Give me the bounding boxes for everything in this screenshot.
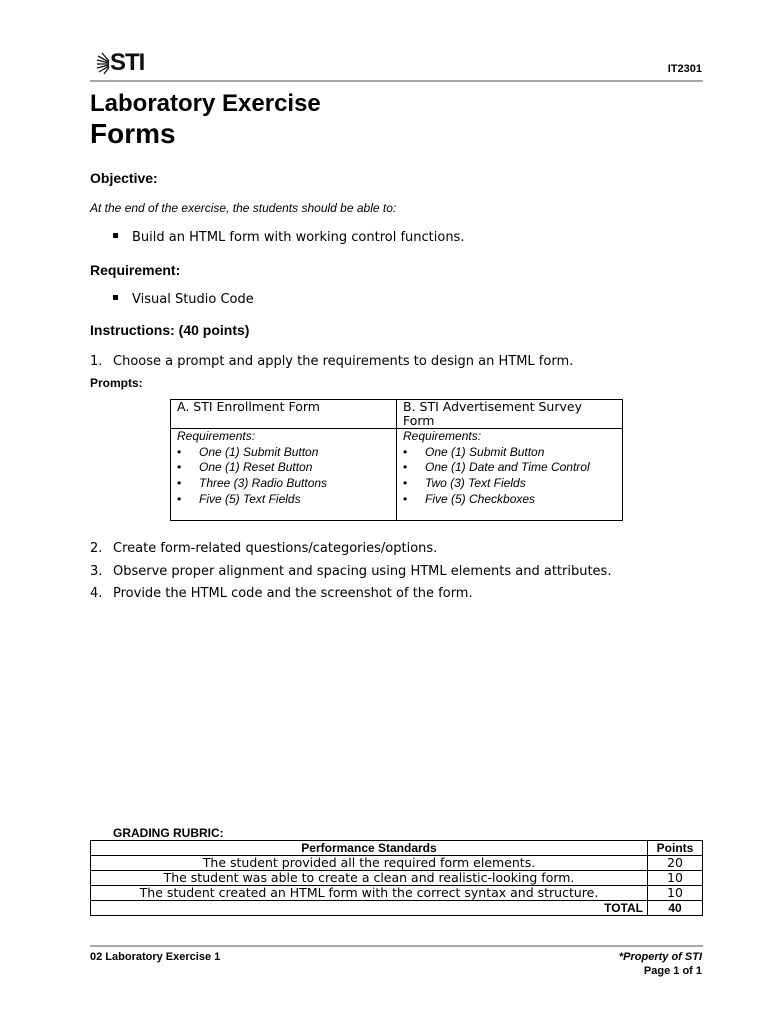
table-row [91, 841, 703, 856]
footer-divider [90, 945, 703, 947]
prompt-a-requirements [171, 429, 397, 521]
list-item: • Five (5) Text Fields [177, 492, 390, 508]
table-row [91, 871, 703, 886]
requirement-item-text: Visual Studio Code [132, 292, 254, 307]
rubric-points: 10 [648, 886, 703, 901]
footer-property: *Property of STI [618, 951, 702, 963]
objective-intro: At the end of the exercise, the students should be able to: [90, 201, 397, 215]
rubric-standard: The student was able to create a clean and realistic-looking form. [91, 871, 648, 886]
requirements-label: Requirements: [403, 429, 482, 443]
prompt-a-header: A. STI Enrollment Form [171, 400, 397, 429]
prompts-table [170, 399, 623, 521]
rubric-total-label: TOTAL [91, 901, 648, 916]
prompt-b-header: B. STI Advertisement Survey Form [397, 400, 623, 429]
rubric-col-points: Points [648, 841, 703, 856]
rubric-total-points: 40 [648, 901, 703, 916]
requirement-heading: Requirement: [90, 262, 181, 278]
instruction-step-1-text: Choose a prompt and apply the requirements to design an HTML form. [113, 354, 574, 369]
list-item: • One (1) Submit Button [403, 445, 616, 461]
instruction-step-4: 4. Provide the HTML code and the screenshot of the form. [90, 586, 473, 601]
list-item: • Five (5) Checkboxes [403, 492, 616, 508]
prompts-label: Prompts: [90, 376, 143, 390]
rubric-heading: GRADING RUBRIC: [113, 826, 224, 840]
list-item: • Two (3) Text Fields [403, 476, 616, 492]
document-subtitle: Forms [90, 118, 176, 149]
instruction-step-4-text: Provide the HTML code and the screenshot of the form. [113, 586, 473, 601]
instruction-step-3-text: Observe proper alignment and spacing using HTML elements and attributes. [113, 564, 612, 579]
instruction-step-2: 2. Create form-related questions/categories/options. [90, 541, 438, 556]
objective-item-text: Build an HTML form with working control functions. [132, 230, 465, 245]
rubric-col-standards: Performance Standards [91, 841, 648, 856]
list-item: • One (1) Reset Button [177, 460, 390, 476]
rubric-table [90, 840, 703, 916]
list-item: • Three (3) Radio Buttons [177, 476, 390, 492]
instructions-heading: Instructions: (40 points) [90, 322, 250, 338]
prompt-b-requirements [397, 429, 623, 521]
table-row [91, 856, 703, 871]
table-row [91, 886, 703, 901]
list-item: • One (1) Date and Time Control [403, 460, 616, 476]
document-title: Laboratory Exercise [90, 90, 321, 117]
rubric-points: 20 [648, 856, 703, 871]
instruction-step-1: 1. Choose a prompt and apply the requirements to design an HTML form. [90, 354, 574, 369]
objective-item [113, 230, 464, 245]
footer-left: 02 Laboratory Exercise 1 [90, 951, 221, 963]
square-bullet-icon [113, 233, 118, 238]
header-divider [90, 80, 703, 82]
requirements-label: Requirements: [177, 429, 256, 443]
rubric-standard: The student provided all the required form elements. [91, 856, 648, 871]
objective-heading: Objective: [90, 170, 158, 186]
list-item: • One (1) Submit Button [177, 445, 390, 461]
square-bullet-icon [113, 295, 118, 300]
table-row [91, 901, 703, 916]
sti-logo [96, 48, 156, 78]
course-code: IT2301 [667, 63, 702, 75]
instruction-step-2-text: Create form-related questions/categories/options. [113, 541, 438, 556]
logo-text: STI [110, 49, 145, 76]
rubric-points: 10 [648, 871, 703, 886]
footer-page: Page 1 of 1 [643, 965, 702, 977]
instruction-step-3: 3. Observe proper alignment and spacing using HTML elements and attributes. [90, 564, 612, 579]
rubric-standard: The student created an HTML form with the correct syntax and structure. [91, 886, 648, 901]
requirement-item [113, 292, 254, 307]
